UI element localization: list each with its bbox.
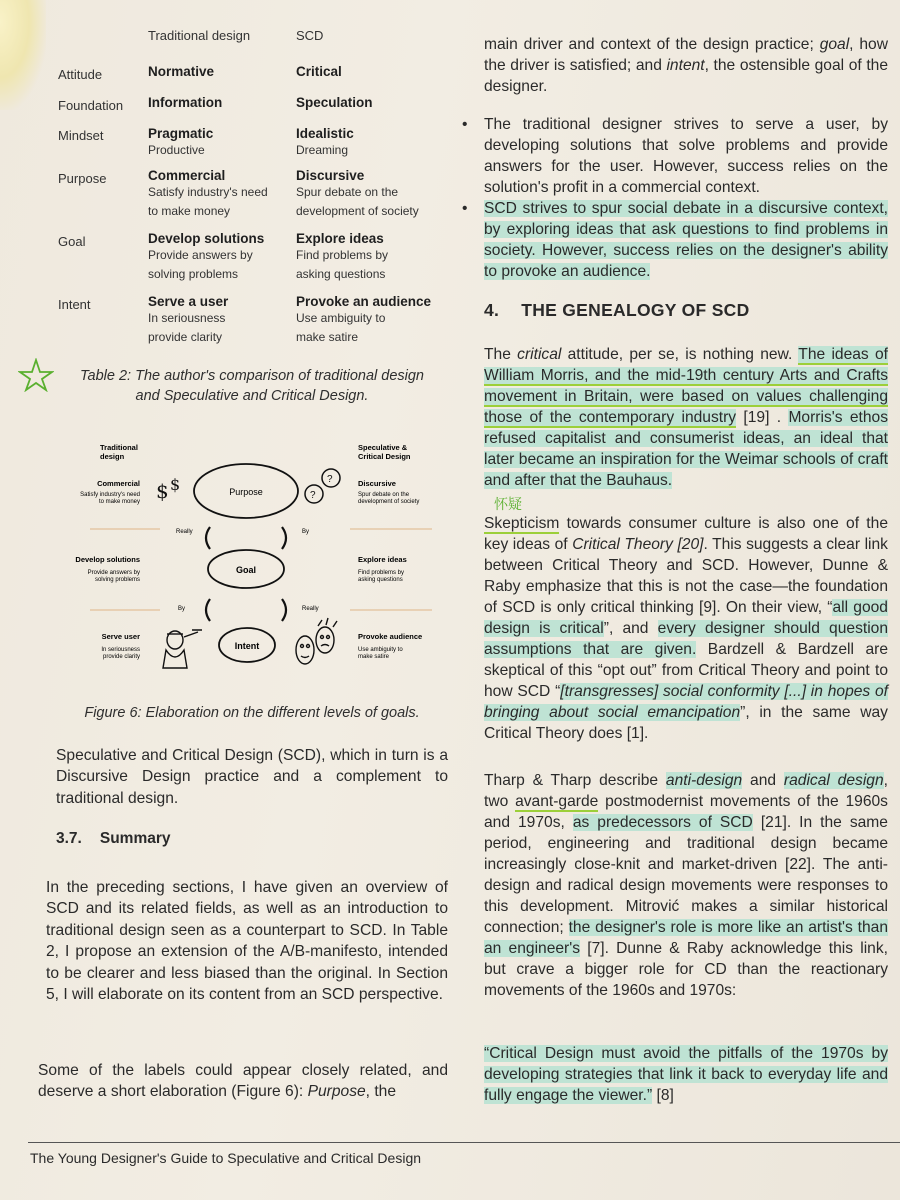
row-label: Attitude bbox=[58, 67, 103, 82]
crazy-faces-doodle-icon bbox=[296, 618, 337, 664]
scd-cell: Explore ideas Find problems by asking questions bbox=[296, 231, 389, 281]
right-para-1: The critical attitude, per se, is nothing new. The ideas of William Morris, and the mid-19th century Arts and Crafts movement in Britain, were based on values challenging those of the contemporary industry [19] . Morris's ethos refused capitalist and consumerist ideas, an ideal that later became an inspiration for the Weimar schools of craft and after that the Bauhaus. bbox=[484, 346, 888, 489]
bracket-shape bbox=[282, 599, 286, 621]
server-person-doodle-icon bbox=[163, 630, 202, 668]
trad-cell: Develop solutions Provide answers by solving problems bbox=[148, 231, 265, 281]
left-para-2: In the preceding sections, I have given an overview of SCD and its related fields, as well as an introduction to traditional design seen as a counterpart to SCD. In Table 2, I propose an extension of the A/B-manifesto, intended to be clearer and less biased than the original. In Section 5, I will elaborate on its content from an SCD perspective. bbox=[46, 879, 448, 1004]
level-label-intent: Intent bbox=[234, 641, 260, 651]
fig-left-item-title: Commercial bbox=[97, 479, 140, 488]
svg-text:$: $ bbox=[170, 475, 181, 494]
footer-rule bbox=[28, 1142, 900, 1143]
fig-left-item-sub: Provide answers by bbox=[87, 570, 140, 576]
running-footer: The Young Designer's Guide to Speculative and Critical Design bbox=[30, 1150, 422, 1166]
bracket-shape bbox=[206, 599, 210, 621]
bullet-scd: • SCD strives to spur social debate in a discursive context, by exploring ideas that ask questions to find problems in society. However, success relies on the designer's ability to provoke an audience. bbox=[462, 200, 888, 280]
trad-cell: Commercial Satisfy industry's need to make money bbox=[148, 168, 268, 218]
trad-cell: Pragmatic Productive bbox=[148, 126, 214, 157]
fig-right-item-title: Explore ideas bbox=[358, 555, 407, 564]
fig-left-item-sub: solving problems bbox=[94, 577, 140, 583]
fig-left-item-sub: In seriousness bbox=[101, 647, 140, 653]
right-para-3: Tharp & Tharp describe anti-design and radical design, two avant-garde postmodernist movements of the 1960s and 1970s, as predecessors of SCD [21]. In the same period, engineering and traditional design became increasingly close-knit and market-driven [22]. The anti-design and radical design movements were responses to this development. Mitrović makes a similar historical connection; the designer's role is more like an artist's than an engineer's [7]. Dunne & Raby acknowledge this link, but crave a bigger role for CD than the reactionary movements of the 1960s and 1970s: bbox=[484, 772, 888, 999]
fig-right-item-sub: make satire bbox=[358, 654, 390, 660]
scd-cell: Discursive Spur debate on the development of society bbox=[296, 168, 419, 218]
trad-cell: Normative bbox=[148, 64, 215, 79]
fig-right-item-title: Provoke audience bbox=[358, 632, 423, 641]
fig-right-item-sub: asking questions bbox=[358, 577, 403, 583]
section-heading-summary: 3.7. Summary bbox=[56, 830, 171, 847]
fig-left-item-sub: Satisfy industry's need bbox=[80, 492, 140, 498]
goal-levels-diagram bbox=[60, 432, 440, 694]
svg-text:?: ? bbox=[310, 490, 316, 501]
dollar-doodle-icon bbox=[156, 475, 180, 503]
table-col-header-traditional: Traditional design bbox=[148, 28, 251, 43]
trad-cell: Serve a user In seriousness provide clarity bbox=[148, 294, 229, 344]
bracket-shape bbox=[206, 527, 210, 549]
fig-left-item-title: Serve user bbox=[101, 632, 140, 641]
star-doodle-icon bbox=[18, 358, 54, 392]
bracket-shape bbox=[282, 527, 286, 549]
row-label: Intent bbox=[58, 297, 91, 312]
left-para-1: Speculative and Critical Design (SCD), which in turn is a Discursive Design practice and a complement to traditional design. bbox=[56, 747, 448, 807]
connector-really: Really bbox=[176, 529, 193, 535]
fig-right-item-sub: Use ambiguity to bbox=[358, 647, 403, 653]
table-caption: Table 2: The author's comparison of traditional design and Speculative and Critical Design. bbox=[80, 368, 424, 404]
fig-right-item-title: Discursive bbox=[358, 479, 396, 488]
row-label: Foundation bbox=[58, 98, 124, 113]
fig-left-item-sub: provide clarity bbox=[102, 654, 140, 660]
table-col-header-scd: SCD bbox=[296, 28, 324, 43]
left-para-3: Some of the labels could appear closely related, and deserve a short elaboration (Figure 6): Purpose, the bbox=[38, 1062, 448, 1101]
scd-cell: Critical bbox=[296, 64, 342, 79]
right-para-2: Skepticism towards consumer culture is also one of the key ideas of Critical Theory [20]. This suggests a clear link between Critical Theory and SCD. However, Dunne & Raby emphasize that this is not the case—the foundation of SCD is only critical thinking [9]. On their view, “all good design is critical”, and every designer should question assumptions that are given. Bardzell & Bardzell are skeptical of this “opt out” from Critical Theory and point to how SCD “[transgresses] social conformity [...] in hopes of bringing about social emancipation”, in the same way Critical Theory does [1]. bbox=[484, 515, 889, 742]
trad-cell: Information bbox=[148, 95, 223, 110]
scd-cell: Idealistic Dreaming bbox=[296, 126, 354, 157]
scd-cell: Speculation bbox=[296, 95, 373, 110]
row-label: Goal bbox=[58, 234, 86, 249]
level-label-goal: Goal bbox=[235, 565, 257, 575]
svg-text:$: $ bbox=[156, 479, 169, 503]
connector-by: By bbox=[178, 606, 186, 612]
fig-right-item-sub: development of society bbox=[358, 499, 420, 505]
right-top-para: main driver and context of the design practice; goal, how the driver is satisfied; and intent, the ostensible goal of the designer. bbox=[484, 36, 888, 95]
question-faces-doodle-icon bbox=[305, 469, 340, 503]
fig-right-item-sub: Spur debate on the bbox=[358, 492, 410, 498]
level-label-purpose: Purpose bbox=[229, 487, 263, 497]
fig-left-header-1: Traditional bbox=[100, 443, 138, 452]
bullet-traditional: • The traditional designer strives to serve a user, by developing solutions that solve problems and provide answers for the user. However, success relies on the solution's profit in a commercial context. bbox=[462, 116, 888, 196]
svg-text:?: ? bbox=[327, 474, 333, 485]
fig-right-header-2: Critical Design bbox=[358, 452, 411, 461]
connector-by: By bbox=[302, 529, 310, 535]
row-label: Purpose bbox=[58, 171, 107, 186]
row-label: Mindset bbox=[58, 128, 104, 143]
quote-block: “Critical Design must avoid the pitfalls of the 1970s by developing strategies that link it back to everyday life and fully engage the viewer.” [8] bbox=[484, 1045, 888, 1104]
scd-cell: Provoke an audience Use ambiguity to make satire bbox=[296, 294, 432, 344]
fig-right-item-sub: Find problems by bbox=[358, 570, 405, 576]
fig-right-header-1: Speculative & bbox=[358, 443, 408, 452]
fig-left-header-2: design bbox=[100, 452, 125, 461]
page-curl bbox=[0, 0, 46, 110]
connector-really: Really bbox=[302, 606, 319, 612]
figure-caption: Figure 6: Elaboration on the different levels of goals. bbox=[84, 705, 420, 721]
margin-note: 怀疑 bbox=[494, 497, 522, 513]
fig-left-item-title: Develop solutions bbox=[75, 555, 140, 564]
fig-left-item-sub: to make money bbox=[98, 499, 140, 505]
section-heading-genealogy: 4. THE GENEALOGY OF SCD bbox=[484, 300, 750, 320]
